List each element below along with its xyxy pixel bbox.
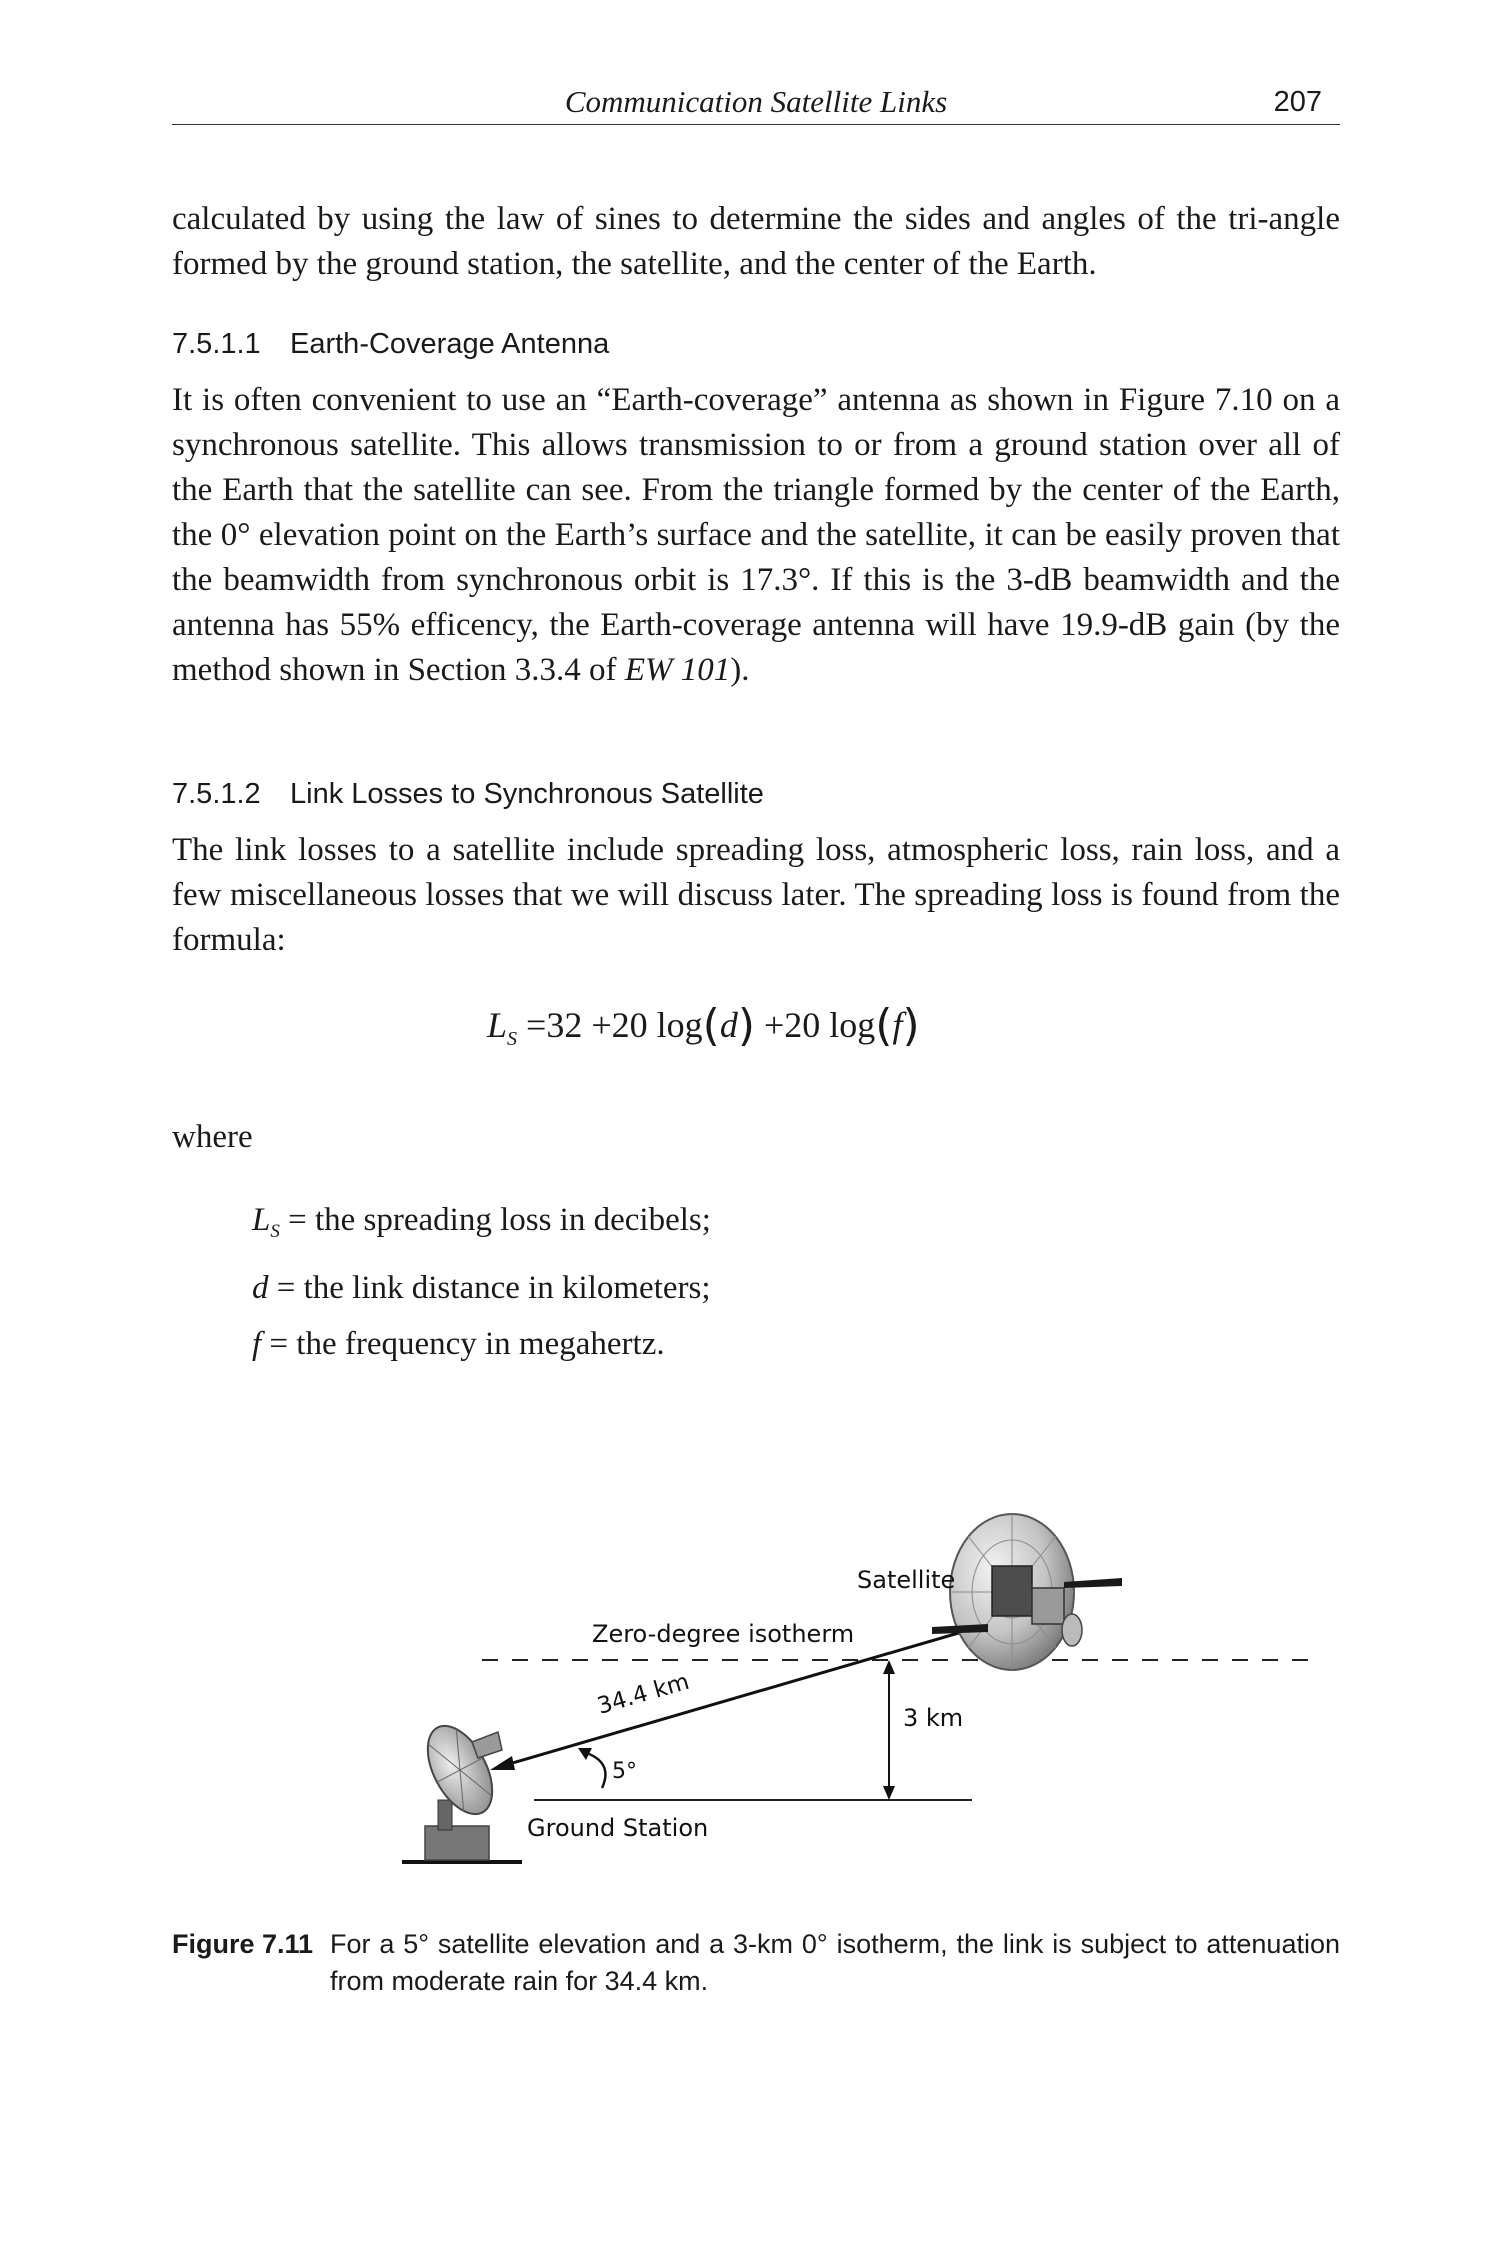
eq-var-d: d — [719, 1005, 738, 1045]
section-number: 7.5.1.2 — [172, 778, 261, 810]
section-title: Link Losses to Synchronous Satellite — [290, 778, 764, 810]
section-number: 7.5.1.1 — [172, 328, 261, 360]
link-arrow-head — [490, 1756, 515, 1770]
figure-7-11-diagram — [352, 1470, 1312, 1890]
ground-station-label: Ground Station — [527, 1814, 709, 1842]
satellite-label: Satellite — [857, 1566, 956, 1594]
height-arrow-up — [883, 1660, 895, 1674]
isotherm-label: Zero-degree isotherm — [592, 1620, 855, 1648]
running-header — [172, 80, 1340, 125]
symbol-f: f — [252, 1326, 262, 1362]
section-title: Earth-Coverage Antenna — [290, 328, 610, 360]
definition-text: = the frequency in megahertz. — [261, 1326, 665, 1362]
distance-label: 34.4 km — [594, 1668, 693, 1720]
variable-definitions — [252, 1192, 711, 1372]
running-title: Communication Satellite Links — [564, 84, 948, 119]
paragraph-text: It is often convenient to use an “Earth-coverage” antenna as shown in Figure 7.10 on a synchronous satellite. This allows transmission to or from a ground station over all of the Earth that the satellite can see. From the triangle formed by the center of the Earth, the 0° elevation point on the Earth’s surface and the satellite, it can be easily proven that the beamwidth from synchronous orbit is 17.3°. If this is the 3-dB beamwidth and the antenna has 55% efficency, the Earth-coverage antenna will have 19.9-dB gain (by the method shown in Section 3.3.4 of — [172, 382, 1340, 688]
eq-lhs-sub: S — [507, 1028, 518, 1050]
caption-label: Figure 7.11 — [172, 1929, 314, 1959]
eq-paren-open: ( — [702, 1000, 720, 1051]
where-label: where — [172, 1119, 253, 1155]
definition-text: = the link distance in kilometers; — [268, 1270, 711, 1306]
section-heading-earth-coverage — [172, 328, 609, 361]
symbol-d: d — [252, 1270, 269, 1306]
link-path-line — [502, 1632, 962, 1766]
ground-station-antenna — [402, 1715, 522, 1862]
intro-paragraph: calculated by using the law of sines to determine the sides and angles of the tri-angle formed by the ground station, the satellite, and the center of the Earth. — [172, 201, 1340, 282]
spreading-loss-equation — [487, 1000, 920, 1051]
definition-d — [252, 1260, 711, 1316]
symbol-ls: L — [252, 1202, 271, 1238]
height-arrow-down — [883, 1786, 895, 1800]
definition-f — [252, 1316, 711, 1372]
eq-paren-close: ) — [902, 1000, 920, 1051]
eq-part-b: +20 log — [754, 1005, 876, 1045]
eq-paren-close: ) — [737, 1000, 755, 1051]
earth-coverage-paragraph — [172, 378, 1340, 693]
section-heading-link-losses — [172, 778, 764, 811]
caption-text: For a 5° satellite elevation and a 3-km 0° isotherm, the link is subject to attenuation from moderate rain for 34.4 km. — [330, 1929, 1340, 1996]
eq-paren-open: ( — [875, 1000, 893, 1051]
satellite-antenna — [932, 1514, 1122, 1670]
eq-var-f: f — [892, 1005, 903, 1045]
page-number: 207 — [1273, 86, 1322, 118]
paragraph-end: ). — [730, 652, 750, 688]
book-title: EW 101 — [624, 652, 731, 688]
symbol-ls-sub: S — [270, 1221, 280, 1242]
link-losses-paragraph: The link losses to a satellite include spreading loss, atmospheric loss, rain loss, and a few miscellaneous losses that we will discuss later. The spreading loss is found from the formula: — [172, 832, 1340, 958]
definition-text: = the spreading loss in decibels; — [279, 1202, 711, 1238]
book-page — [172, 0, 1340, 2250]
height-label: 3 km — [903, 1704, 964, 1732]
angle-label: 5° — [612, 1759, 637, 1784]
eq-lhs: L — [487, 1005, 508, 1045]
eq-part-a: =32 +20 log — [517, 1005, 703, 1045]
definition-ls — [252, 1192, 711, 1260]
